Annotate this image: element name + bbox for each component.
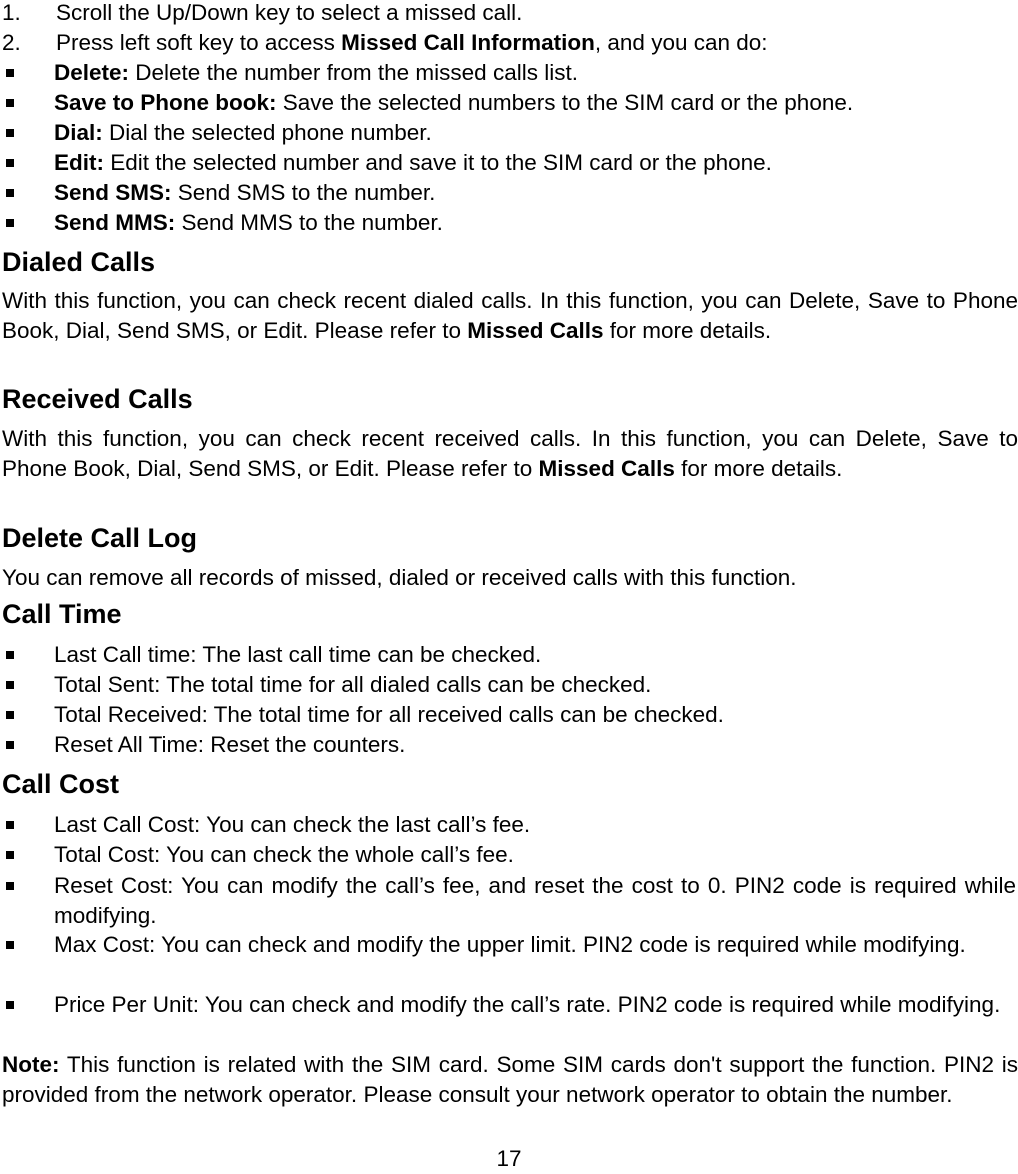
delete-call-log-paragraph: You can remove all records of missed, dialed or received calls with this function. xyxy=(2,565,797,590)
bullet-square-icon xyxy=(6,69,14,77)
bullet-square-icon xyxy=(6,711,14,719)
missed-call-information-term: Missed Call Information xyxy=(341,30,595,55)
bullet-square-icon xyxy=(6,882,14,890)
heading-dialed-calls: Dialed Calls xyxy=(2,247,156,277)
bullet-square-icon xyxy=(6,681,14,689)
step-number: 2. xyxy=(2,30,21,55)
step-text: Press left soft key to access Missed Call Information, and you can do: xyxy=(56,30,768,55)
heading-call-cost: Call Cost xyxy=(2,769,120,799)
received-calls-paragraph: With this function, you can check recent received calls. In this function, you can Delete, Save to Phone Book, Dial, Send SMS, or Edit. Please refer to Missed Calls for more details. xyxy=(2,426,1018,481)
bullet-square-icon xyxy=(6,851,14,859)
note-label: Note: xyxy=(2,1052,60,1077)
step-number: 1. xyxy=(2,0,21,25)
heading-received-calls: Received Calls xyxy=(2,384,193,414)
heading-delete-call-log: Delete Call Log xyxy=(2,523,198,553)
bullet-square-icon xyxy=(6,941,14,949)
bullet-square-icon xyxy=(6,741,14,749)
bullet-square-icon xyxy=(6,651,14,659)
dialed-calls-paragraph: With this function, you can check recent dialed calls. In this function, you can Delete, Save to Phone Book, Dial, Send SMS, or Edit. Please refer to Missed Calls for more details. xyxy=(2,288,1018,343)
bullet-square-icon xyxy=(6,821,14,829)
note-paragraph: Note: This function is related with the SIM card. Some SIM cards don't support the function. PIN2 is provided from the network operator. Please consult your network operator to obtain the number. xyxy=(2,1052,1018,1107)
step-text: Scroll the Up/Down key to select a missed call. xyxy=(56,0,523,25)
heading-call-time: Call Time xyxy=(2,599,122,629)
page-number: 17 xyxy=(496,1146,522,1171)
bullet-square-icon xyxy=(6,129,14,137)
bullet-square-icon xyxy=(6,1001,14,1009)
bullet-square-icon xyxy=(6,219,14,227)
bullet-square-icon xyxy=(6,159,14,167)
bullet-square-icon xyxy=(6,99,14,107)
bullet-square-icon xyxy=(6,189,14,197)
